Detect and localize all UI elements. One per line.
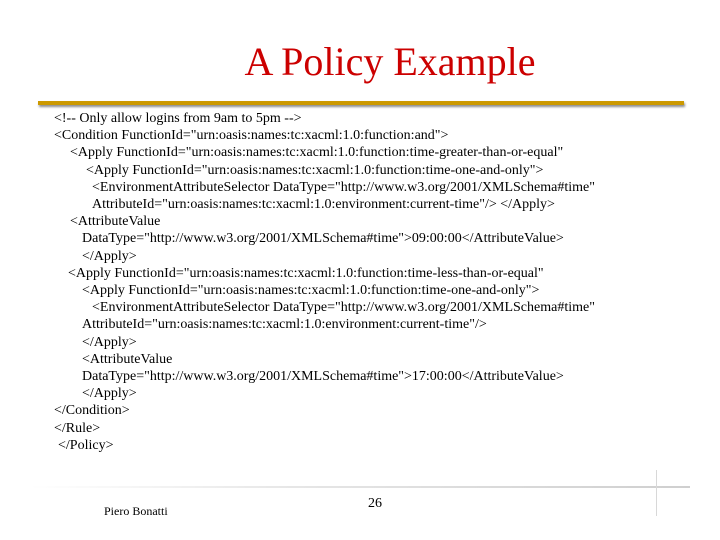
code-line: </Apply> (82, 334, 137, 350)
code-line: DataType="http://www.w3.org/2001/XMLSchema#time">17:00:00</AttributeValue> (82, 369, 564, 385)
code-line: <!-- Only allow logins from 9am to 5pm --> (54, 111, 302, 126)
code-line: <Condition FunctionId="urn:oasis:names:tc:xacml:1.0:function:and"> (54, 128, 449, 144)
code-line: </Policy> (58, 437, 114, 453)
title-underline-rule (38, 101, 684, 105)
code-line: <Apply FunctionId="urn:oasis:names:tc:xacml:1.0:function:time-greater-than-or-equal" (70, 145, 564, 161)
code-line: <AttributeValue (82, 351, 173, 367)
code-line: AttributeId="urn:oasis:names:tc:xacml:1.0:environment:current-time"/> (82, 317, 487, 333)
author-name: Piero Bonatti (104, 504, 168, 518)
code-line: DataType="http://www.w3.org/2001/XMLSchema#time">09:00:00</AttributeValue> (82, 231, 564, 247)
footer-divider (656, 470, 657, 516)
footer-rule (30, 486, 690, 488)
code-line: </Apply> (82, 386, 137, 402)
code-line: </Apply> (82, 248, 137, 264)
code-line: <EnvironmentAttributeSelector DataType="http://www.w3.org/2001/XMLSchema#time" (92, 300, 595, 316)
code-line: <EnvironmentAttributeSelector DataType="http://www.w3.org/2001/XMLSchema#time" (92, 179, 595, 195)
code-block (54, 110, 694, 454)
code-line: <Apply FunctionId="urn:oasis:names:tc:xacml:1.0:function:time-one-and-only"> (86, 162, 544, 178)
page-number: 26 (368, 496, 382, 511)
code-line: <Apply FunctionId="urn:oasis:names:tc:xacml:1.0:function:time-one-and-only"> (82, 283, 540, 299)
code-line: </Condition> (54, 403, 130, 419)
code-line: </Rule> (54, 420, 101, 436)
code-line: <AttributeValue (70, 214, 161, 230)
code-line: <Apply FunctionId="urn:oasis:names:tc:xacml:1.0:function:time-less-than-or-equal" (68, 265, 544, 281)
code-line: AttributeId="urn:oasis:names:tc:xacml:1.0:environment:current-time"/> </Apply> (92, 197, 555, 213)
slide-title: A Policy Example (244, 39, 536, 84)
